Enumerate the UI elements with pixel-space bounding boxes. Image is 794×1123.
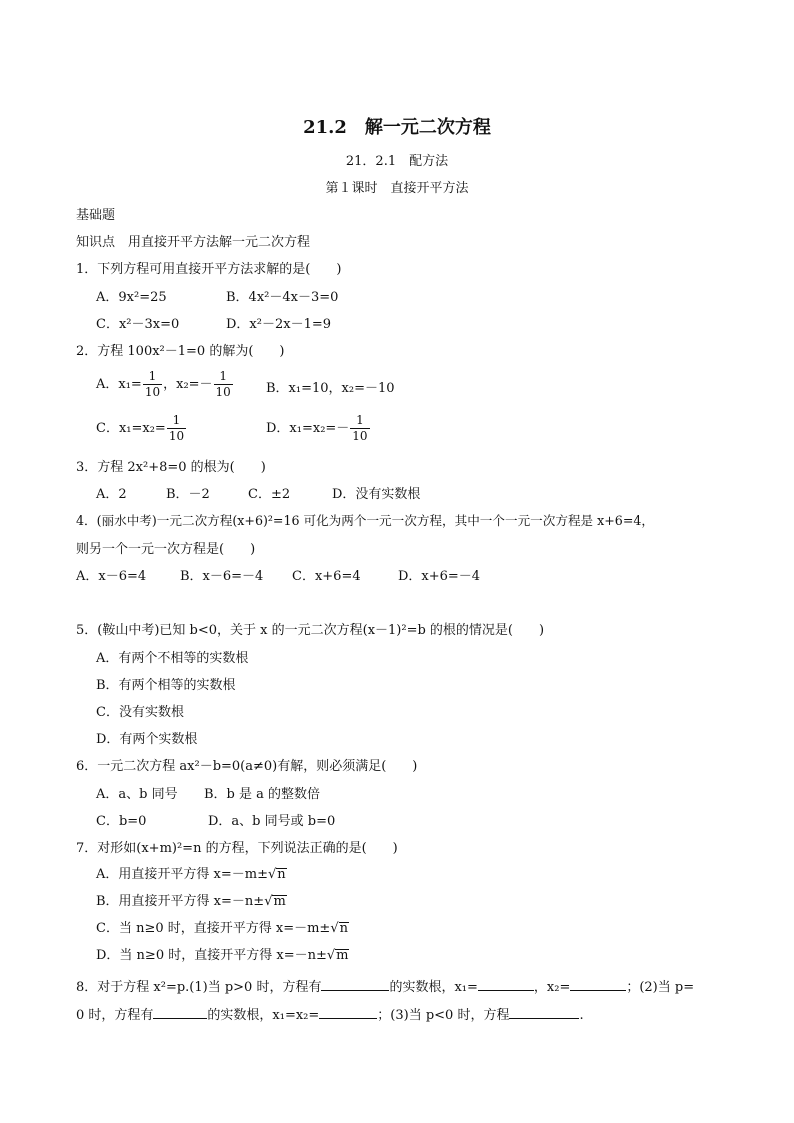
fraction: $\frac{1}{10}$: [352, 413, 368, 443]
fraction: $\frac{1}{10}$: [144, 369, 161, 399]
q6-option-a: A．a、b 同号: [96, 787, 178, 802]
q6-option-d: D．a、b 同号或 b=0: [208, 814, 336, 829]
q3-option-a: A．2: [96, 487, 127, 502]
question-5-stem: 5．(鞍山中考)已知 b<0，关于 x 的一元二次方程(x－1)²=b 的根的情况是( ): [76, 623, 545, 638]
radical-sign: √: [330, 921, 339, 936]
q6-option-c: C．b=0: [96, 814, 147, 829]
answer-blank[interactable]: [153, 1006, 207, 1019]
radicand: m: [336, 948, 349, 963]
q2-option-c: [96, 414, 187, 443]
q4-option-a: A．x－6=4: [76, 569, 147, 584]
question-1-stem: 1．下列方程可用直接开平方法求解的是( ): [76, 262, 342, 277]
radical-sign: √: [267, 867, 277, 882]
q4-option-d: D．x+6=－4: [398, 569, 481, 584]
lesson-title: 第１课时 直接开平方法: [325, 181, 469, 196]
q4-option-c: C．x+6=4: [292, 569, 361, 584]
answer-blank[interactable]: [478, 978, 534, 991]
radicand: n: [339, 921, 348, 936]
q5-option-d: D．有两个实数根: [96, 732, 198, 747]
fraction: $\frac{1}{10}$: [168, 413, 185, 443]
answer-blank[interactable]: [509, 1006, 579, 1019]
q2-option-a: [96, 370, 234, 399]
question-7-stem: 7．对形如(x+m)²=n 的方程，下列说法正确的是( ): [76, 841, 398, 856]
q7-option-a: A．用直接开平方得 x=－m±√n: [96, 867, 286, 882]
q2-c-prefix: C．x₁=x₂=: [96, 421, 166, 436]
q6-option-b: B．b 是 a 的整数倍: [204, 787, 321, 802]
q5-option-a: A．有两个不相等的实数根: [96, 651, 249, 666]
question-3-stem: 3．方程 2x²+8=0 的根为( ): [76, 460, 266, 475]
q5-option-b: B．有两个相等的实数根: [96, 678, 236, 693]
radical-sign: √: [264, 894, 273, 909]
q2-d-prefix: D．x₁=x₂=－: [266, 421, 350, 436]
q2-option-d: [266, 414, 371, 443]
answer-blank[interactable]: [570, 978, 626, 991]
q3-option-b: B．－2: [166, 487, 210, 502]
question-8-line1: 8．对于方程 x²=p.(1)当 p>0 时，方程有 的实数根，x₁= ，x₂= ；(2)当 p=: [76, 980, 695, 995]
q2-option-b: B．x₁=10，x₂=－10: [266, 381, 395, 396]
question-6-stem: 6．一元二次方程 ax²－b=0(a≠0)有解，则必须满足( ): [76, 759, 418, 774]
q1-option-a: A．9x²=25: [96, 290, 167, 305]
q1-option-d: D．x²－2x－1=9: [226, 317, 332, 332]
q1-option-b: B．4x²－4x－3=0: [226, 290, 339, 305]
radicand: m: [273, 894, 286, 909]
level-label: 基础题: [76, 208, 116, 223]
q2-a-mid: ，x₂=－: [163, 377, 213, 392]
q7-option-b: B．用直接开平方得 x=－n±√m: [96, 894, 286, 909]
q3-option-d: D．没有实数根: [332, 487, 421, 502]
q3-option-c: C．±2: [248, 487, 291, 502]
fraction: $\frac{1}{10}$: [215, 369, 231, 399]
question-4-stem-line2: 则另一个一元一次方程是( ): [76, 542, 256, 557]
answer-blank[interactable]: [321, 978, 389, 991]
q1-option-c: C．x²－3x=0: [96, 317, 180, 332]
question-4-stem-line1: 4．(丽水中考)一元二次方程(x+6)²=16 可化为两个一元一次方程，其中一个一元一次方程是 x+6=4，: [76, 513, 654, 528]
question-2-stem: 2．方程 100x²－1=0 的解为( ): [76, 344, 285, 359]
question-8-line2: 0 时，方程有 的实数根，x₁=x₂= ；(3)当 p<0 时，方程 .: [76, 1008, 584, 1023]
answer-blank[interactable]: [319, 1006, 377, 1019]
radicand: n: [277, 867, 286, 882]
q4-option-b: B．x－6=－4: [180, 569, 264, 584]
radical-sign: √: [326, 948, 336, 963]
q7-option-d: D．当 n≥0 时，直接开平方得 x=－n±√m: [96, 948, 349, 963]
topic-label: 知识点 用直接开平方法解一元二次方程: [76, 235, 311, 250]
page-title: 21.2 解一元二次方程: [303, 117, 491, 138]
section-title: 21．2.1 配方法: [345, 154, 449, 169]
q2-a-prefix: A．x₁=: [96, 377, 142, 392]
q7-option-c: C．当 n≥0 时，直接开平方得 x=－m±√n: [96, 921, 348, 936]
q5-option-c: C．没有实数根: [96, 705, 184, 720]
